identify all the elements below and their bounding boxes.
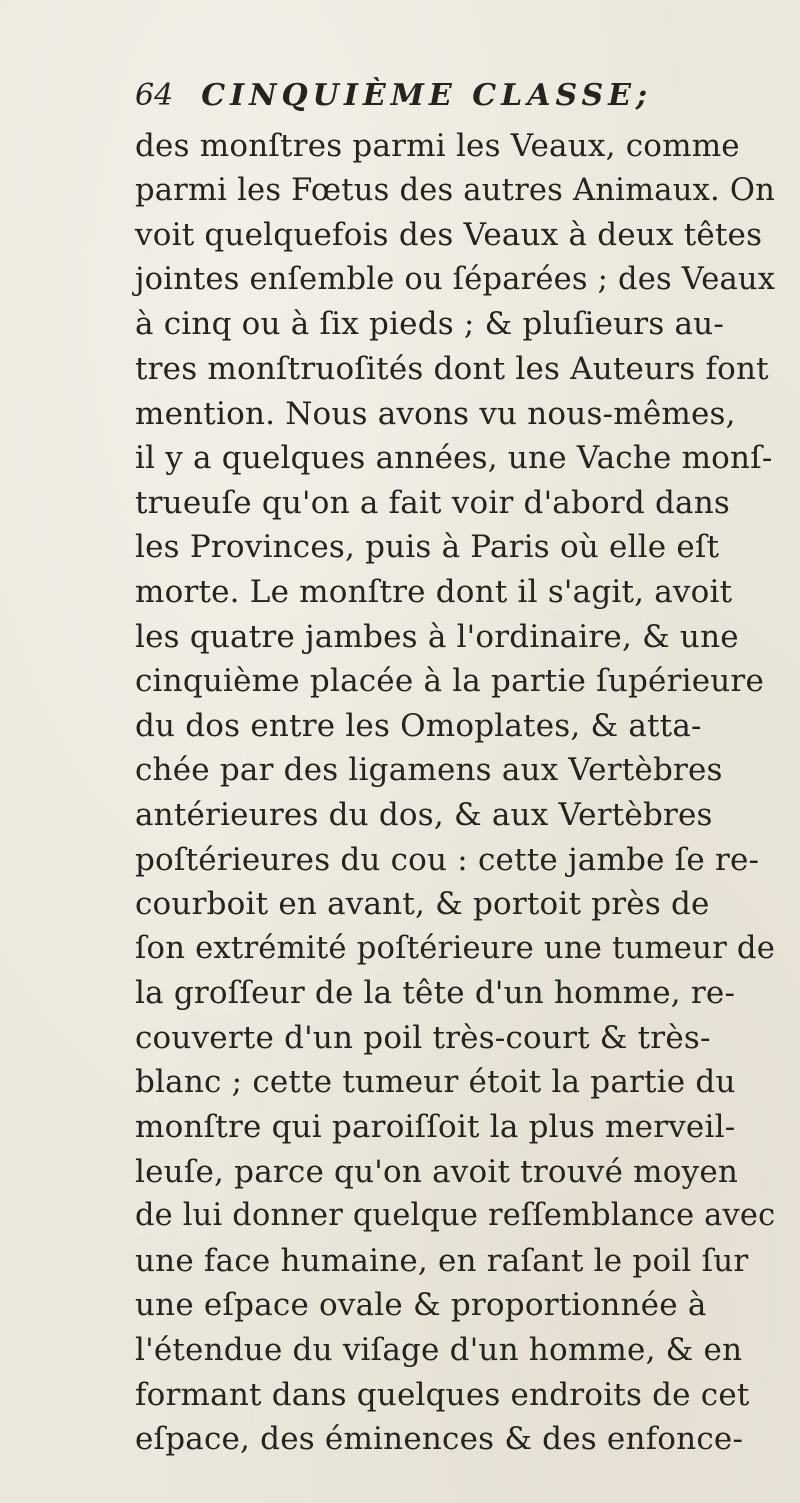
text-line: à cinq ou à ſix pieds ; & pluſieurs au- <box>135 306 725 343</box>
text-line: une eſpace ovale & proportionnée à <box>135 1287 707 1324</box>
text-line: du dos entre les Omoplates, & atta- <box>135 707 702 744</box>
text-line: antérieures du dos, & aux Vertèbres <box>135 796 713 833</box>
text-line: couverte d'un poil très-court & très- <box>135 1019 711 1056</box>
text-line: les Provinces, puis à Paris où elle eſt <box>135 529 720 566</box>
text-line: jointes enſemble ou ſéparées ; des Veaux <box>135 261 776 297</box>
page-number: 64 <box>135 78 174 113</box>
text-line: monſtre qui paroiſſoit la plus merveil- <box>135 1109 736 1146</box>
text-line: l'étendue du viſage d'un homme, & en <box>135 1332 743 1369</box>
text-line: formant dans quelques endroits de cet <box>135 1376 750 1413</box>
text-line: tres monſtruoſités dont les Auteurs font <box>135 350 769 387</box>
text-line: courboit en avant, & portoit près de <box>135 886 710 923</box>
text-line: la groſſeur de la tête d'un homme, re- <box>135 975 736 1012</box>
text-line: chée par des ligamens aux Vertèbres <box>135 752 723 789</box>
text-line: de lui donner quelque reſſemblance avec <box>135 1198 776 1234</box>
text-line: parmi les Fœtus des autres Animaux. On <box>135 172 775 208</box>
running-head: CINQUIÈME CLASSE; <box>201 78 653 113</box>
text-line: ſon extrémité poſtérieure une tumeur de <box>135 930 776 966</box>
text-line: des monſtres parmi les Veaux, comme <box>135 128 740 164</box>
text-line: mention. Nous avons vu nous-mêmes, <box>135 395 736 432</box>
page-header <box>135 78 765 130</box>
body-text <box>135 124 775 1462</box>
text-line: les quatre jambes à l'ordinaire, & une <box>135 618 739 655</box>
text-line: trueuſe qu'on a fait voir d'abord dans <box>135 484 730 521</box>
text-line: voit quelquefois des Veaux à deux têtes <box>135 217 763 254</box>
text-line: eſpace, des éminences & des enfonce- <box>135 1421 744 1458</box>
text-line: poſtérieures du cou : cette jambe ſe re- <box>135 841 760 878</box>
text-line: blanc ; cette tumeur étoit la partie du <box>135 1064 736 1101</box>
text-line: morte. Le monſtre dont il s'agit, avoit <box>135 573 733 610</box>
text-line: cinquième placée à la partie ſupérieure <box>135 663 764 700</box>
text-line: leuſe, parce qu'on avoit trouvé moyen <box>135 1153 739 1190</box>
text-line: une face humaine, en raſant le poil ſur <box>135 1242 749 1279</box>
text-line: il y a quelques années, une Vache monſ- <box>135 440 773 477</box>
